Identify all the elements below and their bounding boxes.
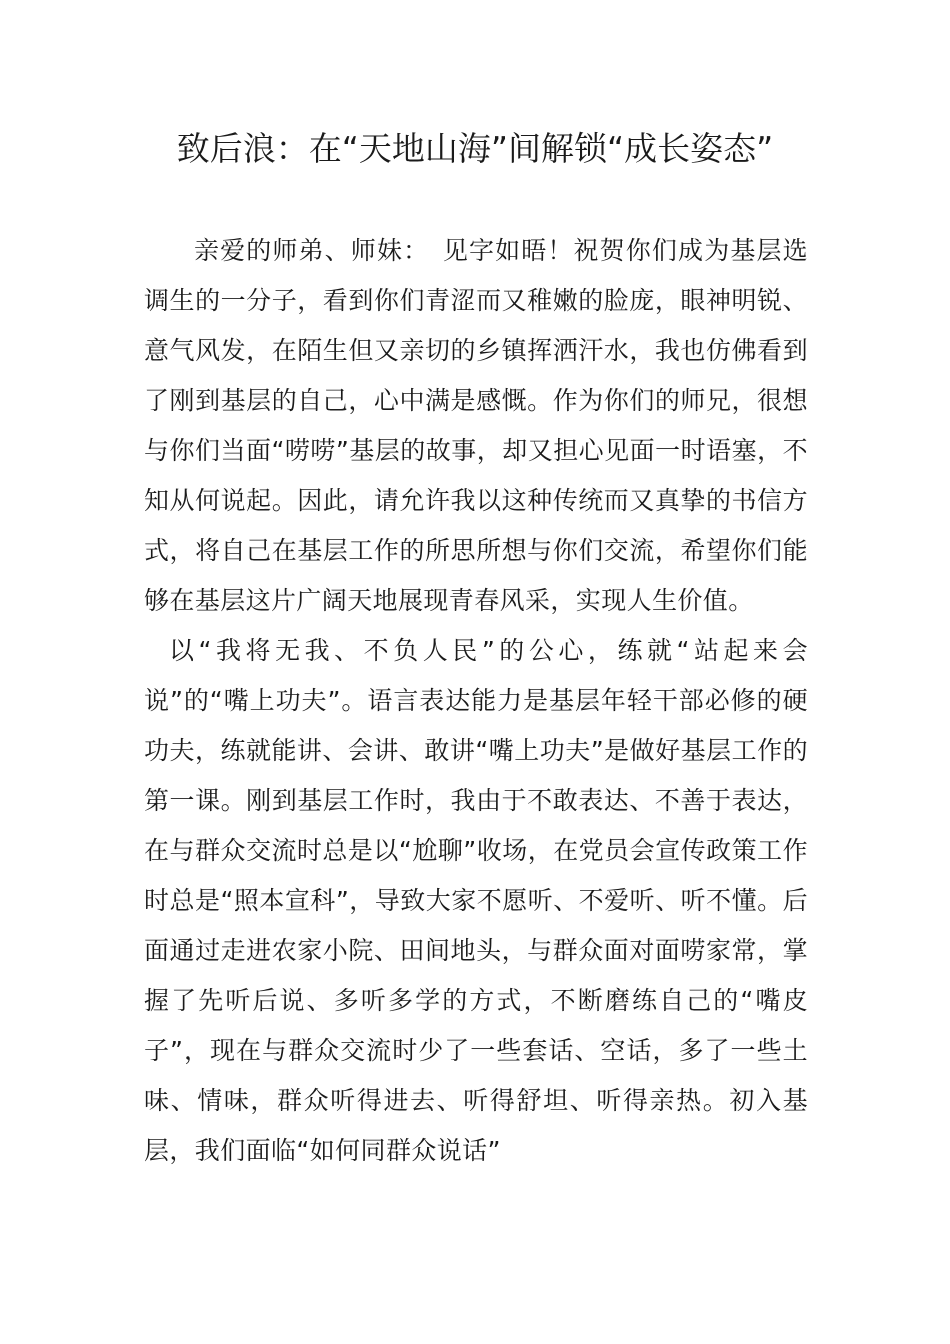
paragraph-greeting: 亲爱的师弟、师妹： 见字如晤！祝贺你们成为基层选调生的一分子，看到你们青涩而又稚嫩的脸庞，眼神明锐、意气风发，在陌生但又亲切的乡镇挥洒汗水，我也仿佛看到了刚到基层的自己，心中满是感慨。作为你们的师兄，很想与你们当面“唠唠”基层的故事，却又担心见面一时语塞，不知从何说起。因此，请允许我以这种传统而又真挚的书信方式，将自己在基层工作的所思所想与你们交流，希望你们能够在基层这片广阔天地展现青春风采，实现人生价值。 bbox=[144, 236, 808, 615]
document-body bbox=[144, 226, 808, 1176]
document-title: 致后浪：在“天地山海”间解锁“成长姿态” bbox=[176, 129, 774, 168]
paragraph-speaking-skill: 以“我将无我、不负人民”的公心，练就“站起来会说”的“嘴上功夫”。语言表达能力是基层年轻干部必修的硬功夫，练就能讲、会讲、敢讲“嘴上功夫”是做好基层工作的第一课。刚到基层工作时，我由于不敢表达、不善于表达，在与群众交流时总是以“尬聊”收场，在党员会宣传政策工作时总是“照本宣科”，导致大家不愿听、不爱听、听不懂。后面通过走进农家小院、田间地头，与群众面对面唠家常，掌握了先听后说、多听多学的方式，不断磨练自己的“嘴皮子”，现在与群众交流时少了一些套话、空话，多了一些土味、情味，群众听得进去、听得舒坦、听得亲热。初入基层，我们面临“如何同群众说话” bbox=[144, 636, 808, 1165]
